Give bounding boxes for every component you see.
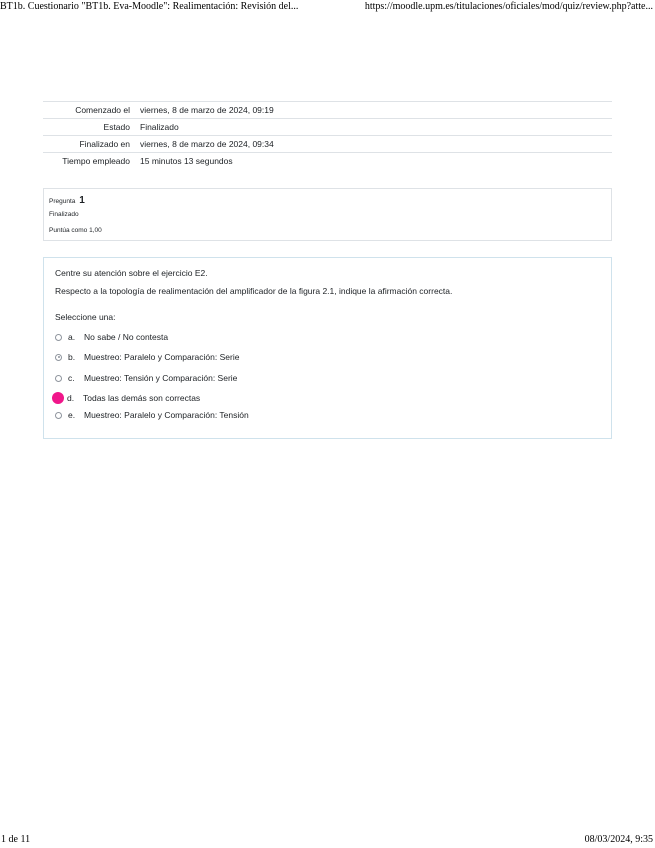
answer-letter: e. <box>68 410 76 420</box>
answer-option-e[interactable] <box>55 408 249 422</box>
answer-text: Muestreo: Paralelo y Comparación: Serie <box>84 352 240 362</box>
answer-option-b[interactable] <box>55 350 239 364</box>
summary-label: Finalizado en <box>43 136 136 153</box>
print-footer <box>0 834 655 848</box>
answer-text: Muestreo: Paralelo y Comparación: Tensión <box>84 410 249 420</box>
summary-label: Estado <box>43 119 136 136</box>
highlight-dot-icon <box>52 392 64 404</box>
question-text-line1: Centre su atención sobre el ejercicio E2. <box>55 268 208 278</box>
question-state: Finalizado <box>49 211 79 218</box>
question-content-box <box>43 257 612 439</box>
answer-letter: d. <box>67 393 75 403</box>
question-number <box>49 195 85 206</box>
attempt-summary-table <box>43 101 612 169</box>
summary-label: Comenzado el <box>43 102 136 119</box>
print-datetime: 08/03/2024, 9:35 <box>584 834 653 845</box>
answer-prompt: Seleccione una: <box>55 312 116 322</box>
question-number-label: Pregunta <box>49 198 76 205</box>
answer-text: No sabe / No contesta <box>84 332 169 342</box>
summary-label: Tiempo empleado <box>43 153 136 170</box>
answer-text: Todas las demás son correctas <box>83 393 201 403</box>
print-page-number: 1 de 11 <box>1 834 31 845</box>
radio-button-selected[interactable] <box>55 354 62 361</box>
print-page-url: https://moodle.upm.es/titulaciones/oficiales/mod/quiz/review.php?atte... <box>364 1 653 12</box>
print-page-title: BT1b. Cuestionario "BT1b. Eva-Moodle": Realimentación: Revisión del... <box>0 1 299 12</box>
radio-button[interactable] <box>55 375 62 382</box>
answer-letter: c. <box>68 373 75 383</box>
summary-value: Finalizado <box>136 119 612 136</box>
summary-row-duration <box>43 153 612 170</box>
print-header <box>0 0 655 16</box>
answer-text: Muestreo: Tensión y Comparación: Serie <box>84 373 238 383</box>
answer-option-c[interactable] <box>55 371 237 385</box>
summary-row-state <box>43 119 612 136</box>
summary-row-started <box>43 102 612 119</box>
question-info-box <box>43 188 612 241</box>
summary-value: viernes, 8 de marzo de 2024, 09:34 <box>136 136 612 153</box>
radio-button[interactable] <box>55 412 62 419</box>
question-grade: Puntúa como 1,00 <box>49 227 102 234</box>
answer-option-d[interactable] <box>55 391 200 405</box>
answer-letter: a. <box>68 332 76 342</box>
answer-option-a[interactable] <box>55 330 168 344</box>
summary-value: viernes, 8 de marzo de 2024, 09:19 <box>136 102 612 119</box>
summary-value: 15 minutos 13 segundos <box>136 153 612 170</box>
question-text-line2: Respecto a la topología de realimentación del amplificador de la figura 2.1, indique la afirmación correcta. <box>55 286 453 296</box>
radio-button[interactable] <box>55 334 62 341</box>
question-number-value: 1 <box>79 195 85 206</box>
summary-row-finished <box>43 136 612 153</box>
answer-letter: b. <box>68 352 76 362</box>
